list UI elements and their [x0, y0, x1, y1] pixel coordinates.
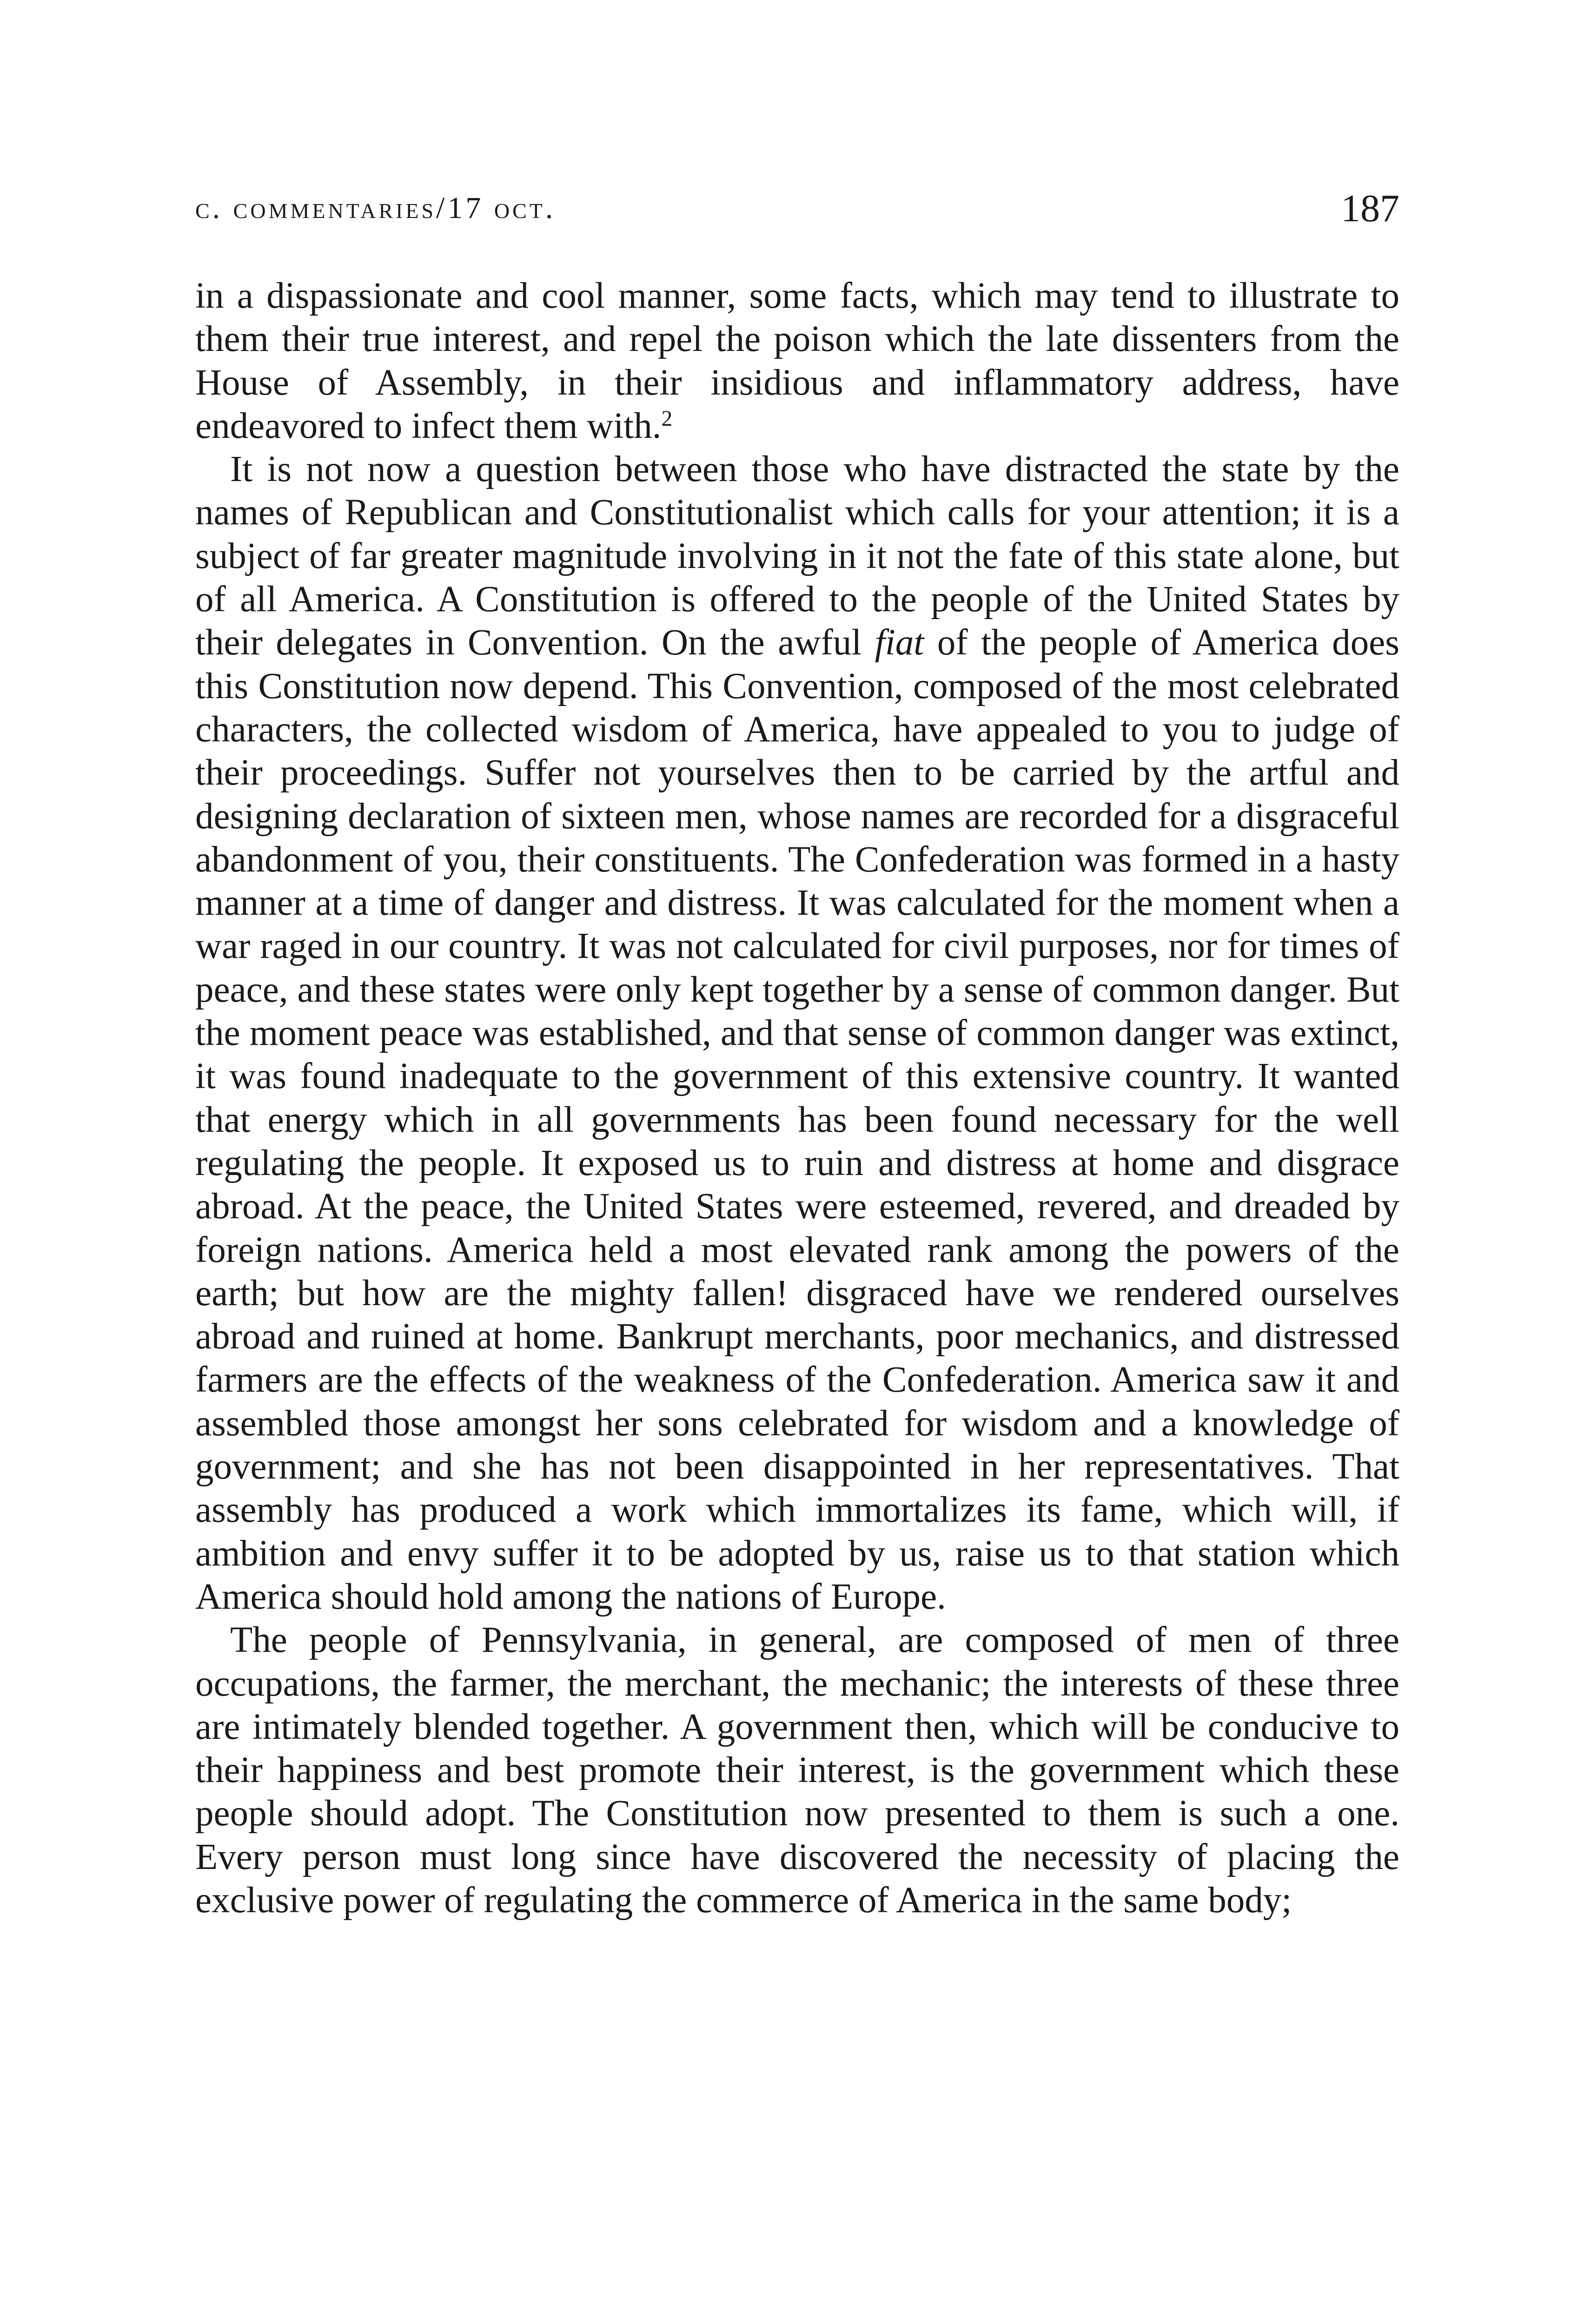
paragraph-continued	[195, 274, 1399, 448]
paragraph-3-text: The people of Pennsylvania, in general, are composed of men of three occupations, the farmer, the merchant, the mechanic; the interests of these three are intimately blended together. A government then, which will be conducive to their happiness and best promote their interest, is the government which these people should adopt. The Constitution now presented to them is such a one. Every person must long since have discovered the necessity of placing the exclusive power of regulating the commerce of America in the same body;	[195, 1620, 1399, 1921]
page-number: 187	[1341, 187, 1399, 230]
running-title: c. commentaries/17 oct.	[195, 191, 556, 225]
paragraph-2-text-part-1: It is not now a question between those who have distracted the state by the names of Republican and Constitutionalist which calls for your attention; it is a subject of far greater magnitude involving in it not the fate of this state alone, but of all America. A Constitution is offered to the people of the United States by their delegates in Convention. On the awful	[195, 449, 1399, 663]
paragraph-2-text-part-2: of the people of America does this Constitution now depend. This Convention, composed of the most celebrated characters, the collected wisdom of America, have appealed to you to judge of their proceedings. Suffer not yourselves then to be carried by the artful and designing declaration of sixteen men, whose names are recorded for a disgraceful abandonment of you, their constituents. The Confederation was formed in a hasty manner at a time of danger and distress. It was calculated for the moment when a war raged in our country. It was not calculated for civil purposes, nor for times of peace, and these states were only kept together by a sense of common danger. But the moment peace was established, and that sense of common danger was extinct, it was found inadequate to the government of this extensive country. It wanted that energy which in all governments has been found necessary for the well regulating the people. It exposed us to ruin and distress at home and disgrace abroad. At the peace, the United States were esteemed, revered, and dreaded by foreign nations. America held a most elevated rank among the powers of the earth; but how are the mighty fallen! disgraced have we rendered ourselves abroad and ruined at home. Bankrupt merchants, poor mechanics, and distressed farmers are the effects of the weakness of the Confederation. America saw it and assembled those amongst her sons celebrated for wisdom and a knowledge of government; and she has not been disappointed in her representatives. That assembly has produced a work which immortalizes its fame, which will, if ambition and envy suffer it to be adopted by us, raise us to that station which America should hold among the nations of Europe.	[195, 622, 1399, 1617]
italic-term: fiat	[875, 622, 924, 663]
paragraph	[195, 1618, 1399, 1922]
body-text	[195, 274, 1399, 1922]
paragraph	[195, 448, 1399, 1618]
footnote-reference: 2	[661, 406, 673, 431]
running-head	[195, 186, 1399, 242]
paragraph-1-text: in a dispassionate and cool manner, some facts, which may tend to illustrate to them their true interest, and repel the poison which the late dissenters from the House of Assembly, in their insidious and inflammatory address, have endeavored to infect them with.	[195, 276, 1399, 446]
